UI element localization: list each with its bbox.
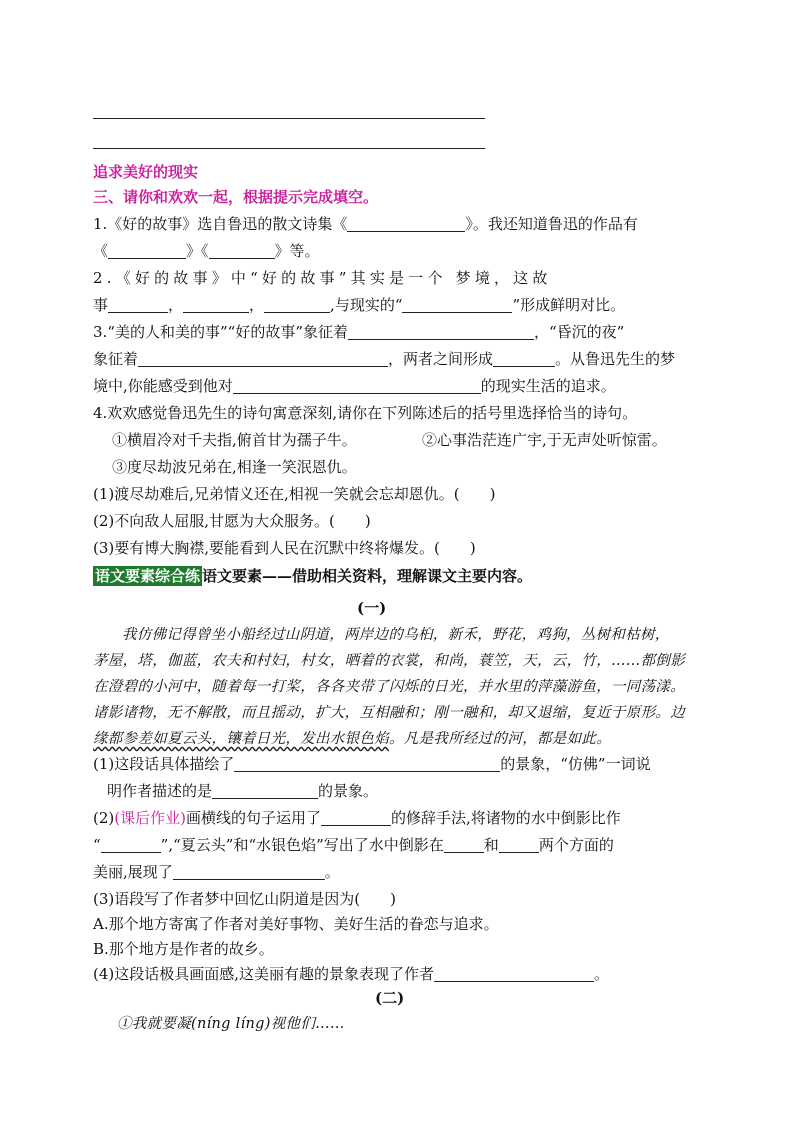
subquestion-2-line-1: (2)(课后作业)画横线的句子运用了 的修辞手法,将诸物的水中倒影比作 <box>93 809 621 827</box>
blank[interactable] <box>233 378 481 394</box>
blank[interactable] <box>499 837 539 853</box>
blank[interactable] <box>173 864 325 880</box>
answer-line <box>93 148 485 149</box>
section-task: 语文要素——借助相关资料，理解课文主要内容。 <box>202 567 533 585</box>
question-2-line-1: 2.《好的故事》中“好的故事”其实是一个 梦境，这故 <box>93 269 552 287</box>
question-2-line-2: 事 ， ， ,与现实的“ ”形成鲜明对比。 <box>93 296 626 314</box>
question-4-item-3: (3)要有博大胸襟,要能看到人民在沉默中终将爆发。( ) <box>93 539 476 557</box>
passage-line: 诸影诸物，无不解散，而且摇动，扩大，互相融和；刚一融和，却又退缩，复近于原形。边 <box>93 705 685 721</box>
blank[interactable] <box>108 243 186 259</box>
question-3-line-2: 象征着 ，两者之间形成 。从鲁迅先生的梦 <box>93 350 676 368</box>
blank[interactable] <box>493 351 555 367</box>
section-badge: 语文要素综合练 <box>95 567 201 585</box>
blank[interactable] <box>321 810 391 826</box>
subquestion-1-line-2: 明作者描述的是 的景象。 <box>107 782 379 800</box>
answer-line <box>93 118 485 119</box>
blank[interactable] <box>234 756 500 772</box>
subquestion-2-line-2: “ ”,“夏云头”和“水银色焰”写出了水中倒影在 和 两个方面的 <box>93 836 614 854</box>
passage-2-first-line: ①我就要凝(níng líng)视他们…… <box>117 1016 345 1032</box>
blank[interactable] <box>209 243 275 259</box>
section-heading: 追求美好的现实 <box>93 163 199 181</box>
subquestion-2-line-3: 美丽,展现了 。 <box>93 863 340 881</box>
blank[interactable] <box>434 966 594 982</box>
subquestion-3-stem: (3)语段写了作者梦中回忆山阴道是因为( ) <box>93 890 396 908</box>
homework-tag: (课后作业) <box>114 809 186 827</box>
blank[interactable] <box>183 297 249 313</box>
poem-option-3: ③度尽劫波兄弟在,相逢一笑泯恩仇。 <box>112 458 357 476</box>
question-4-item-1: (1)渡尽劫难后,兄弟情义还在,相视一笑就会忘却恩仇。( ) <box>93 485 496 503</box>
subquestion-4: (4)这段话极具画面感,这美丽有趣的景象表现了作者 。 <box>93 965 610 983</box>
blank[interactable] <box>138 351 388 367</box>
subquestion-1-line-1: (1)这段话具体描绘了 的景象，“仿佛”一词说 <box>93 755 651 773</box>
answer-paren[interactable]: ( ) <box>453 485 496 503</box>
wavy-underlined-sentence: 缘都参差如夏云头，镶着日光，发出水银色焰 <box>93 731 389 747</box>
passage-1-number: (一) <box>357 599 387 617</box>
subquestion-3-option-b: B.那个地方是作者的故乡。 <box>93 940 274 958</box>
blank[interactable] <box>212 783 318 799</box>
section-banner <box>93 566 532 586</box>
blank[interactable] <box>402 297 512 313</box>
blank[interactable] <box>444 837 484 853</box>
question-4-item-2: (2)不向敌人屈服,甘愿为大众服务。( ) <box>93 512 371 530</box>
question-1-line-2: 《 》《 》等。 <box>93 242 320 260</box>
blank[interactable] <box>347 216 465 232</box>
blank[interactable] <box>108 297 168 313</box>
question-1-line-1: 1.《好的故事》选自鲁迅的散文诗集《 》。我还知道鲁迅的作品有 <box>93 215 638 233</box>
question-4-stem: 4.欢欢感觉鲁迅先生的诗句寓意深刻,请你在下列陈述后的括号里选择恰当的诗句。 <box>93 404 638 422</box>
passage-line: 缘都参差如夏云头，镶着日光，发出水银色焰。凡是我所经过的河，都是如此。 <box>93 731 611 747</box>
question-3-line-1: 3.“美的人和美的事”“好的故事”象征着 ，“昏沉的夜” <box>93 323 625 341</box>
question-3-line-3: 境中,你能感受到他对 的现实生活的追求。 <box>93 377 616 395</box>
blank[interactable] <box>348 324 534 340</box>
subquestion-3-option-a: A.那个地方寄寓了作者对美好事物、美好生活的眷恋与追求。 <box>93 915 499 933</box>
answer-paren[interactable]: ( ) <box>434 539 476 557</box>
answer-paren[interactable]: ( ) <box>329 512 371 530</box>
section-instruction: 三、请你和欢欢一起，根据提示完成填空。 <box>93 188 379 206</box>
passage-line: 在澄碧的小河中，随着每一打桨，各各夹带了闪烁的日光，并水里的萍藻游鱼，一同荡漾。 <box>93 679 685 695</box>
blank[interactable] <box>101 837 161 853</box>
poem-option-1: ①横眉冷对千夫指,俯首甘为孺子牛。 <box>112 431 357 449</box>
passage-line: 我仿佛记得曾坐小船经过山阴道，两岸边的乌桕，新禾，野花，鸡狗，丛树和枯树， <box>122 627 670 643</box>
passage-line: 茅屋，塔，伽蓝，农夫和村妇，村女，晒着的衣裳，和尚，蓑笠，天，云，竹，……都倒影 <box>93 653 685 669</box>
blank[interactable] <box>264 297 330 313</box>
passage-2-number: (二) <box>375 989 405 1007</box>
poem-option-2: ②心事浩茫连广宇,于无声处听惊雷。 <box>422 431 667 449</box>
